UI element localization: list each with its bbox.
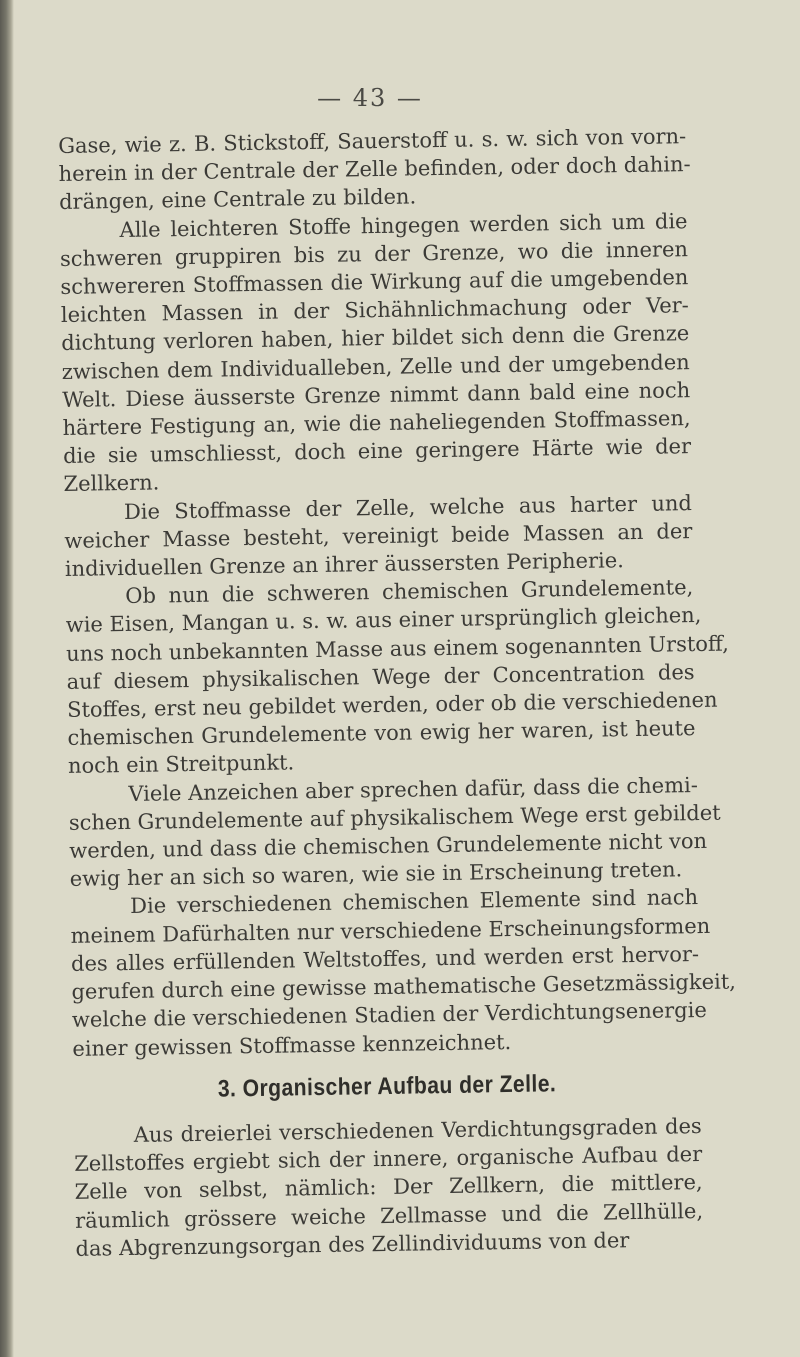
- text-line: welche die verschiedenen Stadien der Verdichtungsenergie: [71, 998, 707, 1033]
- text-line: zwischen dem Individualleben, Zelle und der umgebenden: [61, 349, 690, 384]
- text-line: das Abgrenzungsorgan des Zellindividuums von der: [75, 1227, 630, 1261]
- text-line: Stoffes, erst neu gebildet werden, oder ob die verschiedenen: [66, 687, 718, 722]
- text-line: herein in der Centrale der Zelle befinden, oder doch dahin-: [58, 152, 691, 187]
- text-line: chemischen Grundelemente von ewig her waren, ist heute: [67, 716, 696, 751]
- text-line: schwereren Stoffmassen die Wirkung auf die umgebenden: [60, 265, 689, 299]
- text-line: Zellkern.: [63, 470, 160, 497]
- body-text: [58, 122, 737, 1263]
- section-heading: 3. Organischer Aufbau der Zelle.: [217, 1069, 557, 1103]
- text-line: Die verschiedenen chemischen Elemente sind nach: [129, 885, 699, 919]
- text-line: schen Grundelemente auf physikalischem Wege erst gebildet: [68, 800, 721, 835]
- paragraphs-before-heading: [58, 122, 737, 1062]
- paragraph: [74, 1112, 704, 1263]
- text-line: leichten Massen in der Sichähnlichmachung oder Ver-: [60, 293, 689, 328]
- text-line: Welt. Diese äusserste Grenze nimmt dann bald eine noch: [62, 377, 691, 412]
- text-line: Viele Anzeichen aber sprechen dafür, dass die chemi-: [128, 772, 699, 806]
- text-line: auf diesem physikalischen Wege der Concentration des: [66, 659, 695, 694]
- paragraph: [64, 489, 693, 583]
- text-line: weicher Masse besteht, vereinigt beide Massen an der: [64, 518, 693, 553]
- text-line: Zelle von selbst, nämlich: Der Zellkern, die mittlere,: [74, 1170, 703, 1205]
- text-line: Gase, wie z. B. Stickstoff, Sauerstoff u. s. w. sich von vorn-: [58, 124, 687, 158]
- paragraph: [68, 771, 721, 894]
- paragraphs-after-heading: [74, 1112, 704, 1263]
- text-line: uns noch unbekannten Masse aus einem sogenannten Urstoff,: [66, 631, 729, 666]
- text-line: einer gewissen Stoffmasse kennzeichnet.: [72, 1029, 512, 1061]
- text-line: des alles erfüllenden Weltstoffes, und werden erst hervor-: [70, 941, 700, 976]
- text-line: räumlich grössere weiche Zellmasse und die Zellhülle,: [74, 1198, 704, 1233]
- text-line: Zellstoffes ergiebt sich der innere, organische Aufbau der: [74, 1142, 703, 1176]
- text-line: drängen, eine Centrale zu bilden.: [58, 184, 417, 215]
- text-line: individuellen Grenze an ihrer äussersten Peripherie.: [64, 548, 625, 581]
- text-line: Aus dreierlei verschiedenen Verdichtungsgraden des: [133, 1113, 702, 1147]
- paragraph: [65, 573, 729, 780]
- text-line: meinem Dafürhalten nur verschiedene Erscheinungsformen: [70, 913, 711, 948]
- text-line: schweren gruppiren bis zu der Grenze, wo die inneren: [59, 236, 689, 271]
- text-line: Alle leichteren Stoffe hingegen werden sich um die: [119, 208, 688, 242]
- text-line: gerufen durch eine gewisse mathematische Gesetzmässigkeit,: [71, 969, 737, 1004]
- text-line: werden, und dass die chemischen Grundelemente nicht von: [69, 828, 708, 863]
- text-line: wie Eisen, Mangan u. s. w. aus einer ursprünglich gleichen,: [65, 603, 702, 638]
- page-number: — 43 —: [317, 84, 423, 112]
- paragraph: [58, 122, 691, 216]
- text-line: noch ein Streitpunkt.: [67, 750, 295, 779]
- paragraph: [70, 884, 737, 1063]
- text-line: Die Stoffmasse der Zelle, welche aus harter und: [123, 490, 693, 524]
- text-line: dichtung verloren haben, hier bildet sich denn die Grenze: [61, 321, 690, 356]
- text-line: die sie umschliesst, doch eine geringere Härte wie der: [62, 434, 692, 469]
- text-line: Ob nun die schweren chemischen Grundelemente,: [125, 575, 694, 609]
- paragraph: [59, 207, 691, 499]
- text-line: härtere Festigung an, wie die naheliegenden Stoffmassen,: [62, 406, 691, 440]
- text-line: ewig her an sich so waren, wie sie in Erscheinung treten.: [69, 857, 683, 892]
